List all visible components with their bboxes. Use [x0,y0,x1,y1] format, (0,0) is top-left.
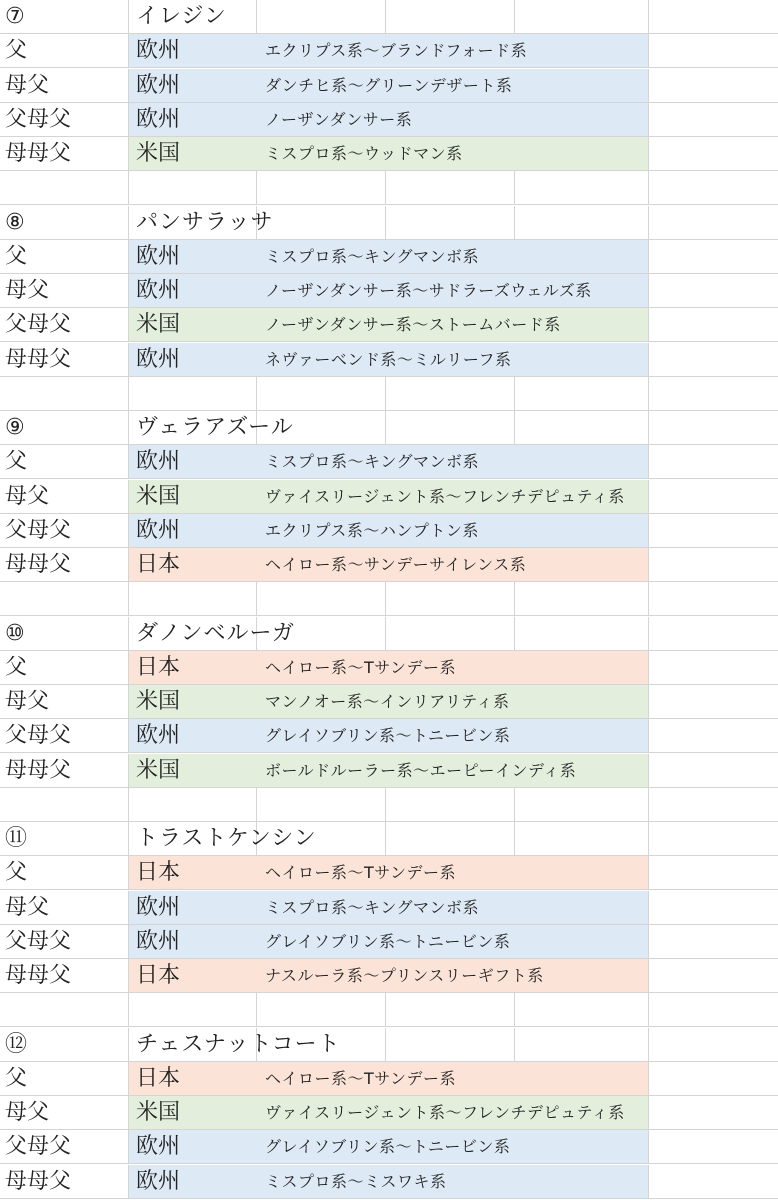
grid-line [514,822,515,856]
relation-label: 母父 [5,894,50,920]
grid-line [256,582,257,616]
grid-line [128,1130,129,1164]
grid-line [128,1062,129,1096]
pedigree-row[interactable] [0,856,778,890]
pedigree-row[interactable] [0,274,778,308]
sire-line-label: ミスプロ系～キングマンボ系 [265,897,480,917]
grid-line [385,1028,386,1062]
grid-line [128,856,129,890]
grid-line [648,1028,649,1062]
grid-line [648,719,649,753]
region-label: 米国 [136,757,181,783]
grid-line [648,34,649,68]
relation-label: 父 [5,860,28,886]
relation-label: 母母父 [5,346,72,372]
relation-label: 母父 [5,1100,50,1125]
region-label: 欧州 [136,38,181,64]
region-label: 日本 [136,654,181,680]
sire-line-label: ヴァイスリージェント系～フレンチデピュティ系 [265,1103,625,1122]
grid-line [128,411,129,445]
grid-line [648,514,649,548]
pedigree-row[interactable] [0,651,778,685]
section-header-row[interactable] [0,411,778,445]
grid-line [128,788,129,822]
blank-row[interactable] [0,788,778,822]
grid-line [514,377,515,411]
grid-line [648,206,649,240]
region-label: 欧州 [136,278,181,303]
grid-line [648,822,649,856]
grid-line [648,343,649,377]
relation-label: 母父 [5,689,50,714]
sire-line-label: ノーザンダンサー系 [265,109,413,129]
relation-label: 父 [5,449,28,475]
sire-line-label: エクリプス系～ハンプトン系 [265,520,479,540]
pedigree-row[interactable] [0,1062,778,1096]
section-header-row[interactable] [0,1028,778,1062]
sire-line-label: エクリプス系～ブランドフォード系 [265,41,528,61]
grid-line [128,685,129,719]
grid-line [128,959,129,993]
relation-label: 父 [5,38,28,64]
relation-label: 父 [5,243,28,269]
sire-line-label: ミスプロ系～キングマンボ系 [265,246,480,266]
blank-row[interactable] [0,582,778,616]
grid-line [648,925,649,959]
grid-line [648,651,649,685]
grid-line [128,445,129,479]
grid-line [128,206,129,240]
grid-line [128,822,129,856]
horse-name: トラストケンシン [136,826,317,851]
relation-label: 母母父 [5,1168,72,1194]
section-header-row[interactable] [0,0,778,34]
relation-label: 父母父 [5,723,72,749]
relation-label: 父 [5,1065,28,1091]
region-label: 欧州 [136,346,181,372]
pedigree-row[interactable] [0,137,778,171]
grid-line [514,617,515,651]
region-label: 欧州 [136,106,181,132]
grid-line [128,891,129,925]
horse-name: イレジン [136,4,227,29]
pedigree-row[interactable] [0,959,778,993]
sire-line-label: ヘイロー系～Tサンデー系 [265,863,456,883]
sire-line-label: グレイソブリン系～トニービン系 [265,931,511,951]
grid-line [648,788,649,822]
grid-line [648,754,649,788]
blank-row[interactable] [0,377,778,411]
relation-label: 母父 [5,483,50,509]
relation-label: 母母父 [5,552,72,577]
pedigree-row[interactable] [0,1130,778,1164]
grid-line [648,69,649,103]
grid-line [648,377,649,411]
grid-line [385,582,386,616]
grid-line [648,1130,649,1164]
grid-line [256,788,257,822]
pedigree-row[interactable] [0,240,778,274]
region-label: 米国 [136,689,181,714]
region-label: 日本 [136,552,181,577]
region-label: 米国 [136,483,181,509]
grid-line [648,480,649,514]
pedigree-row[interactable] [0,343,778,377]
pedigree-row[interactable] [0,685,778,719]
pedigree-row[interactable] [0,1096,778,1130]
region-label: 米国 [136,312,181,338]
pedigree-row[interactable] [0,69,778,103]
sire-line-label: ミスプロ系～キングマンボ系 [265,452,480,472]
sire-line-label: ヘイロー系～Tサンデー系 [265,1068,456,1088]
grid-line [385,171,386,205]
section-number: ⑫ [5,1031,28,1057]
grid-line [648,0,649,34]
region-label: 欧州 [136,243,181,269]
sire-line-label: ミスプロ系～ミスワキ系 [265,1171,447,1191]
section-number: ⑪ [5,826,28,851]
grid-line [128,1165,129,1199]
region-label: 日本 [136,1065,181,1091]
relation-label: 父 [5,654,28,680]
sire-line-label: ノーザンダンサー系～サドラーズウェルズ系 [265,281,592,300]
relation-label: 父母父 [5,106,72,132]
section-header-row[interactable] [0,617,778,651]
sire-line-label: ナスルーラ系～プリンスリーギフト系 [265,966,544,985]
pedigree-row[interactable] [0,548,778,582]
relation-label: 父母父 [5,517,72,543]
sire-line-label: グレイソブリン系～トニービン系 [265,1137,511,1157]
section-number: ⑨ [5,415,25,440]
pedigree-row[interactable] [0,1165,778,1199]
grid-line [128,69,129,103]
grid-line [648,103,649,137]
sire-line-label: ヘイロー系～サンデーサイレンス系 [265,555,527,574]
sire-line-label: マンノオー系～インリアリティ系 [265,692,510,711]
region-label: 欧州 [136,517,181,543]
grid-line [385,377,386,411]
grid-line [128,308,129,342]
grid-line [648,171,649,205]
grid-line [648,891,649,925]
grid-line [514,993,515,1027]
grid-line [256,993,257,1027]
sire-line-label: ボールドルーラー系～エーピーインディ系 [265,760,577,780]
sire-line-label: ヴァイスリージェント系～フレンチデピュティ系 [265,486,625,506]
region-label: 欧州 [136,1168,181,1194]
region-label: 欧州 [136,723,181,749]
relation-label: 父母父 [5,928,72,954]
blank-row[interactable] [0,171,778,205]
grid-line [514,171,515,205]
pedigree-row[interactable] [0,34,778,68]
grid-line [514,788,515,822]
grid-line [128,548,129,582]
region-label: 米国 [136,141,181,166]
grid-line [128,617,129,651]
grid-line [128,0,129,34]
region-label: 日本 [136,963,181,988]
grid-line [128,582,129,616]
relation-label: 父母父 [5,312,72,338]
region-label: 欧州 [136,1134,181,1160]
relation-label: 母父 [5,278,50,303]
grid-line [385,822,386,856]
pedigree-row[interactable] [0,719,778,753]
grid-line [256,0,257,34]
grid-line [128,343,129,377]
grid-line [514,582,515,616]
grid-line [128,240,129,274]
sire-line-label: ミスプロ系～ウッドマン系 [265,144,463,163]
grid-line [385,0,386,34]
region-label: 欧州 [136,72,181,98]
relation-label: 母母父 [5,963,72,988]
grid-line [648,1165,649,1199]
grid-line [514,1028,515,1062]
relation-label: 父母父 [5,1134,72,1160]
grid-line [128,1028,129,1062]
grid-line [648,856,649,890]
grid-line [128,480,129,514]
grid-line [128,754,129,788]
section-header-row[interactable] [0,822,778,856]
grid-line [128,34,129,68]
section-number: ⑧ [5,209,25,235]
sire-line-label: ダンチヒ系～グリーンデザート系 [265,75,513,95]
grid-line [385,617,386,651]
grid-line [648,582,649,616]
grid-line [514,206,515,240]
grid-line [128,514,129,548]
horse-name: ダノンベルーガ [136,620,296,646]
section-header-row[interactable] [0,206,778,240]
pedigree-row[interactable] [0,445,778,479]
section-number: ⑦ [5,4,25,29]
grid-line [256,377,257,411]
grid-line [648,685,649,719]
region-label: 欧州 [136,928,181,954]
pedigree-row[interactable] [0,754,778,788]
grid-line [128,719,129,753]
grid-line [648,445,649,479]
region-label: 欧州 [136,894,181,920]
grid-line [514,411,515,445]
grid-line [514,0,515,34]
horse-name: チェスナットコート [136,1031,341,1057]
horse-name: パンサラッサ [136,209,274,235]
grid-line [256,171,257,205]
horse-name: ヴェラアズール [136,415,294,440]
pedigree-row[interactable] [0,514,778,548]
grid-line [648,308,649,342]
grid-line [648,1096,649,1130]
grid-line [128,925,129,959]
relation-label: 母母父 [5,141,72,166]
grid-line [128,1096,129,1130]
pedigree-row[interactable] [0,891,778,925]
pedigree-row[interactable] [0,103,778,137]
pedigree-row[interactable] [0,480,778,514]
grid-line [128,171,129,205]
region-label: 欧州 [136,449,181,475]
grid-line [648,137,649,171]
region-label: 日本 [136,860,181,886]
sire-line-label: グレイソブリン系～トニービン系 [265,726,511,746]
grid-line [385,206,386,240]
grid-line [648,548,649,582]
grid-line [648,993,649,1027]
relation-label: 母母父 [5,757,72,783]
relation-label: 母父 [5,72,50,98]
grid-line [648,411,649,445]
grid-line [648,1062,649,1096]
grid-line [128,274,129,308]
sire-line-label: ノーザンダンサー系～ストームバード系 [265,315,561,335]
blank-row[interactable] [0,993,778,1027]
sire-line-label: ネヴァーベンド系～ミルリーフ系 [265,349,512,369]
grid-line [385,993,386,1027]
pedigree-row[interactable] [0,925,778,959]
pedigree-row[interactable] [0,308,778,342]
grid-line [385,411,386,445]
sire-line-label: ヘイロー系～Tサンデー系 [265,657,456,677]
section-number: ⑩ [5,620,25,646]
grid-line [128,993,129,1027]
grid-line [648,959,649,993]
grid-line [128,103,129,137]
grid-line [648,617,649,651]
region-label: 米国 [136,1100,181,1125]
grid-line [128,377,129,411]
grid-line [648,240,649,274]
grid-line [128,137,129,171]
grid-line [128,651,129,685]
grid-line [385,788,386,822]
grid-line [648,274,649,308]
